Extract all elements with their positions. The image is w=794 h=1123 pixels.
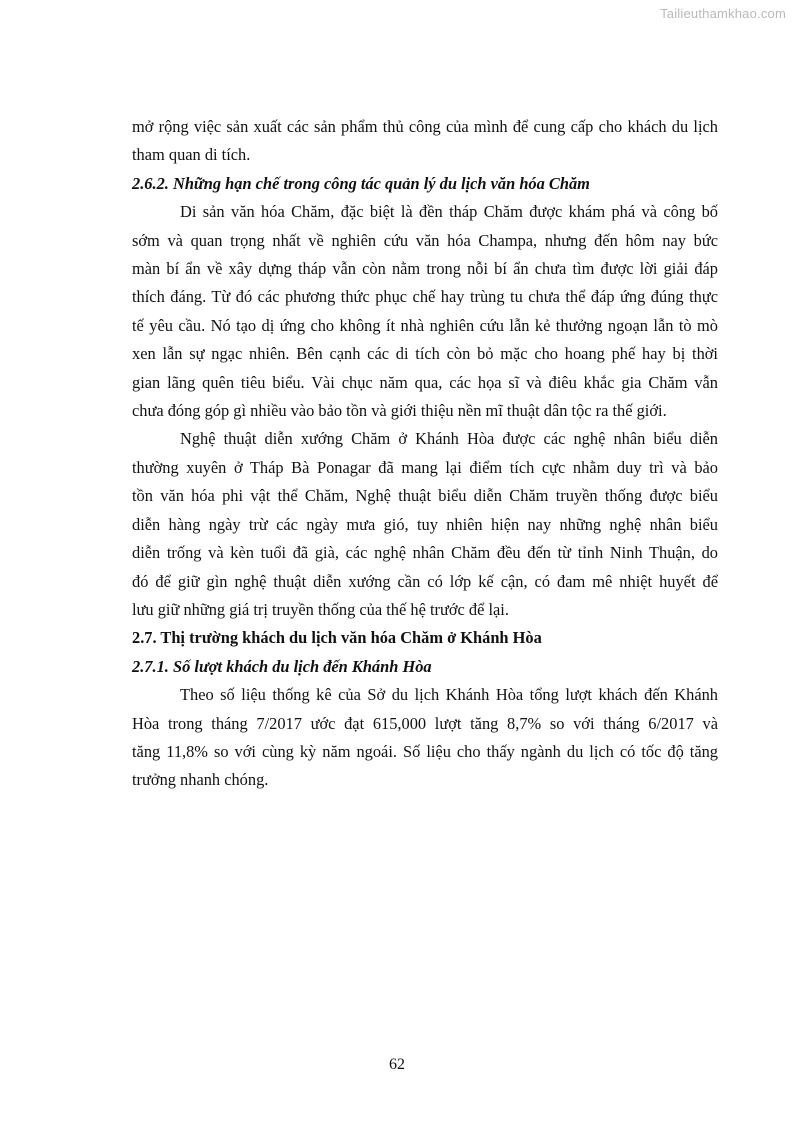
text-line: lưu giữ những giá trị truyền thống của thế hệ trước để lại.: [132, 599, 509, 619]
text-line: Di sản văn hóa Chăm, đặc biệt là đền tháp Chăm được khám phá và công bố: [180, 202, 718, 222]
paragraph-continuation: [132, 113, 718, 170]
section-heading-2-7-1: 2.7.1. Số lượt khách du lịch đến Khánh Hòa: [132, 656, 432, 676]
section-heading-2-6-2: 2.6.2. Những hạn chế trong công tác quản lý du lịch văn hóa Chăm: [132, 173, 590, 193]
document-body: [132, 113, 718, 795]
text-line: Nghệ thuật diễn xướng Chăm ở Khánh Hòa được các nghệ nhân biểu diễn: [180, 429, 718, 449]
text-line: chưa đóng góp gì nhiều vào bảo tồn và giới thiệu nền mĩ thuật dân tộc ra thế giới.: [132, 401, 667, 421]
text-line: tăng 11,8% so với cùng kỳ năm ngoái. Số liệu cho thấy ngành du lịch có tốc độ tăng: [132, 741, 718, 761]
text-line: màn bí ẩn về xây dựng tháp vẫn còn nằm trong nỗi bí ẩn chưa tìm được lời giải đáp: [132, 259, 718, 279]
paragraph-visitor-stats: [132, 681, 718, 795]
text-line: xen lẫn sự ngạc nhiên. Bên cạnh các di tích còn bỏ mặc cho hoang phế hay bị thời: [132, 344, 718, 364]
text-line: tham quan di tích.: [132, 145, 251, 165]
page-number: 62: [389, 1056, 405, 1073]
text-line: tồn văn hóa phi vật thể Chăm, Nghệ thuật biểu diễn Chăm truyền thống được biểu: [132, 486, 718, 506]
text-line: Hòa trong tháng 7/2017 ước đạt 615,000 lượt tăng 8,7% so với tháng 6/2017 và: [132, 713, 718, 733]
text-line: sớm và quan trọng nhất về nghiên cứu văn hóa Champa, nhưng đến hôm nay bức: [132, 230, 718, 250]
text-line: Theo số liệu thống kê của Sở du lịch Khánh Hòa tổng lượt khách đến Khánh: [180, 685, 718, 705]
paragraph-limitations-2: [132, 425, 718, 624]
text-line: gian lãng quên tiêu biểu. Vài chục năm qua, các họa sĩ và điêu khắc gia Chăm vẫn: [132, 372, 718, 392]
text-line: thích đáng. Từ đó các phương thức phục chế hay trùng tu chưa thể đáp ứng đúng thực: [132, 287, 718, 307]
section-heading-2-7: 2.7. Thị trường khách du lịch văn hóa Chăm ở Khánh Hòa: [132, 628, 542, 648]
text-line: thường xuyên ở Tháp Bà Ponagar đã mang lại điểm tích cực nhằm duy trì và bảo: [132, 457, 718, 477]
text-line: diễn trống và kèn tuổi đã già, các nghệ nhân Chăm đều đến từ tỉnh Ninh Thuận, do: [132, 543, 718, 563]
paragraph-limitations-1: [132, 198, 718, 425]
watermark: Tailieuthamkhao.com: [660, 6, 786, 21]
text-line: đó để giữ gìn nghệ thuật diễn xướng cần có lớp kế cận, có đam mê nhiệt huyết để: [132, 571, 718, 591]
text-line: diễn hàng ngày trừ các ngày mưa gió, tuy nhiên hiện nay những nghệ nhân biểu: [132, 514, 718, 534]
text-line: trưởng nhanh chóng.: [132, 770, 269, 790]
text-line: mở rộng việc sản xuất các sản phẩm thủ công của mình để cung cấp cho khách du lịch: [132, 117, 718, 136]
text-line: tế yêu cầu. Nó tạo dị ứng cho không ít nhà nghiên cứu lẫn kẻ thưởng ngoạn lẫn tò mò: [132, 315, 718, 335]
